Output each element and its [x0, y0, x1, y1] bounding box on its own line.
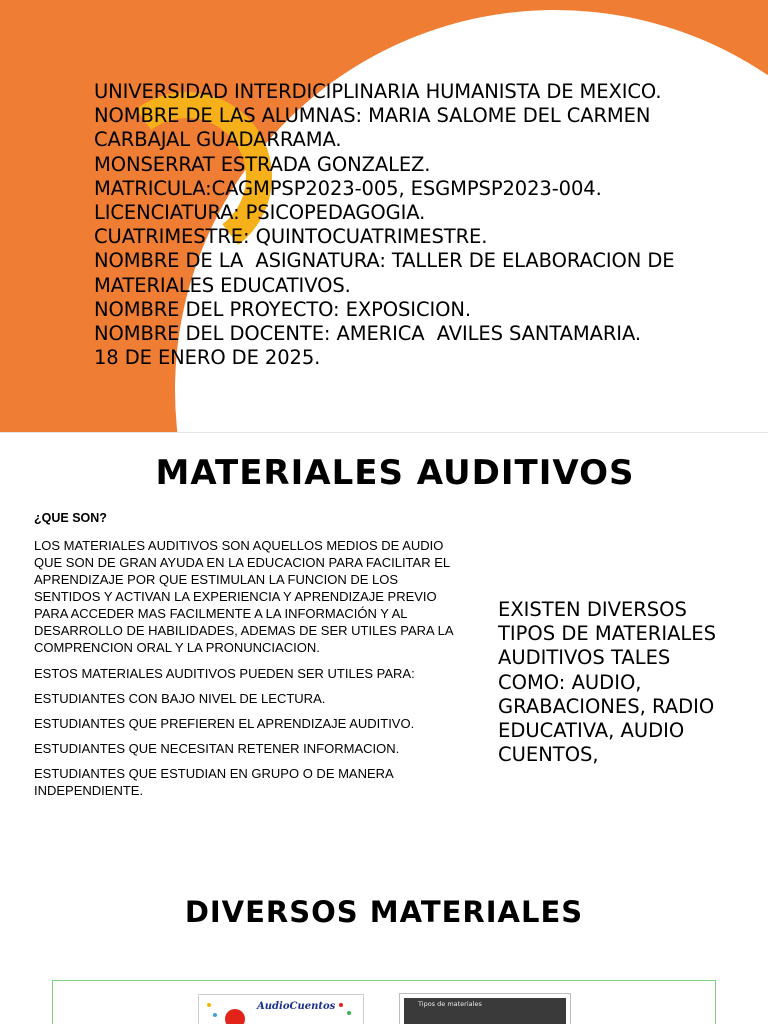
slide-title: MATERIALES AUDITIVOS [155, 453, 635, 493]
university-line: UNIVERSIDAD INTERDICIPLINARIA HUMANISTA DE MEXICO. [94, 80, 662, 103]
definition-paragraph: LOS MATERIALES AUDITIVOS SON AQUELLOS MEDIOS DE AUDIO QUE SON DE GRAN AYUDA EN LA EDUCACION PARA FACILITAR EL APRENDIZAJE POR QUE ESTIMULAN LA FUNCION DE LOS SENTIDOS Y ACTIVAN LA EXPERIENCIA Y APRENDIZAJE PREVIO PARA ACCEDER MAS FACILMENTE A LA INFORMACIÓN Y AL DESARROLLO DE HABILIDADES, ADEMAS DE SER UTILES PARA LA COMPRENCION ORAL Y LA PRONUNCIACION. [34, 538, 453, 655]
image-caption: Tipos de materiales [418, 1000, 482, 1008]
audiocuentos-image [198, 994, 364, 1024]
student-2-line: MONSERRAT ESTRADA GONZALEZ. [94, 152, 431, 176]
students-line: NOMBRE DE LAS ALUMNAS: MARIA SALOME DEL CARMEN [94, 104, 651, 128]
materials-types-image [399, 993, 571, 1024]
enrollment-line: MATRICULA:CAGMPSP2023-005, ESGMPSP2023-004. [94, 176, 602, 200]
students-line-cont: CARBAJAL GUADARRAMA. [94, 128, 342, 152]
slide-title: DIVERSOS MATERIALES [184, 895, 584, 929]
audiocuentos-logo-text: AudioCuentos [257, 1001, 336, 1012]
red-logo-shape [225, 1009, 245, 1024]
cover-info-block [94, 80, 762, 370]
confetti-dot [207, 1003, 211, 1007]
subject-line-cont: MATERIALES EDUCATIVOS. [94, 273, 351, 297]
definition-text-block [34, 537, 464, 807]
list-item: ESTUDIANTES QUE NECESITAN RETENER INFORMACION. [34, 741, 400, 756]
title-slide [0, 0, 768, 432]
confetti-dot [347, 1011, 351, 1015]
term-line: CUATRIMESTRE: QUINTOCUATRIMESTRE. [94, 225, 488, 249]
confetti-dot [339, 1003, 343, 1007]
list-item: ESTUDIANTES QUE PREFIEREN EL APRENDIZAJE AUDITIVO. [34, 716, 415, 731]
auditory-materials-slide [0, 433, 768, 865]
list-item: ESTUDIANTES CON BAJO NIVEL DE LECTURA. [34, 691, 326, 706]
project-line: NOMBRE DEL PROYECTO: EXPOSICION. [94, 297, 471, 321]
date-line: 18 DE ENERO DE 2025. [94, 346, 321, 370]
types-text: EXISTEN DIVERSOS TIPOS DE MATERIALES AUDITIVOS TALES COMO: AUDIO, GRABACIONES, RADIO EDUCATIVA, AUDIO CUENTOS, [498, 598, 716, 767]
confetti-dot [213, 1013, 217, 1017]
images-frame [52, 980, 716, 1024]
dark-image-panel [404, 998, 566, 1024]
usefulness-intro: ESTOS MATERIALES AUDITIVOS PUEDEN SER UTILES PARA: [34, 666, 415, 681]
question-heading: ¿QUE SON? [34, 511, 107, 525]
subject-line: NOMBRE DE LA ASIGNATURA: TALLER DE ELABORACION DE [94, 249, 675, 273]
list-item: ESTUDIANTES QUE ESTUDIAN EN GRUPO O DE MANERA INDEPENDIENTE. [34, 766, 393, 798]
teacher-line: NOMBRE DEL DOCENTE: AMERICA AVILES SANTAMARIA. [94, 322, 641, 346]
degree-line: LICENCIATURA: PSICOPEDAGOGIA. [94, 201, 426, 225]
diverse-materials-slide [0, 865, 768, 1024]
